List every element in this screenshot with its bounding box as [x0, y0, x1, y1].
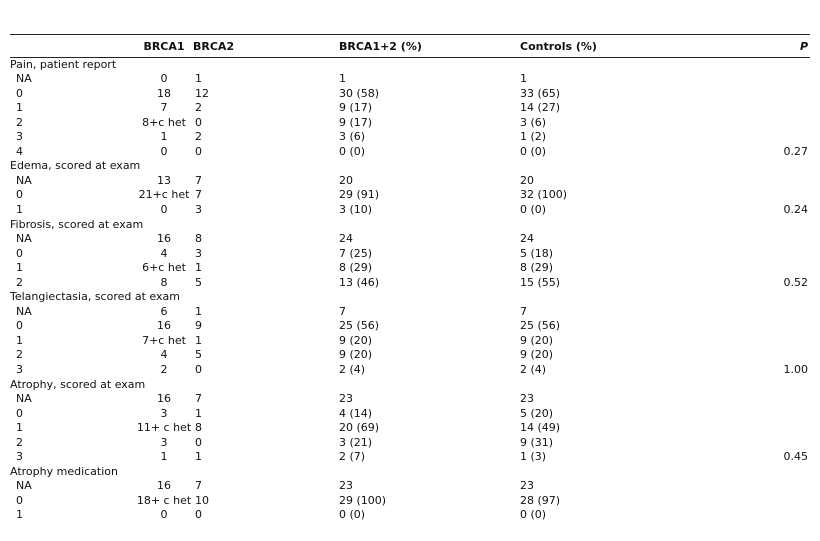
row-label: Edema, scored at exam — [10, 159, 141, 173]
cell-brca1 — [135, 58, 193, 73]
table-row — [10, 116, 810, 131]
section-row — [10, 218, 810, 233]
cell-controls-percent: 1 (2) — [520, 130, 547, 144]
cell-controls-percent: 33 (65) — [520, 86, 561, 100]
table-row — [10, 334, 810, 349]
cell-brca2: 10 — [195, 493, 209, 507]
table-row — [10, 232, 810, 247]
row-label: NA — [16, 173, 32, 187]
cell-controls-percent: 1 (3) — [520, 450, 547, 464]
row-label: 1 — [16, 421, 23, 435]
cell-brca1-2-percent — [337, 218, 518, 233]
section-row — [10, 159, 810, 174]
cell-controls-percent: 23 — [520, 479, 534, 493]
cell-p-value — [681, 319, 810, 334]
cell-brca1: 1 — [160, 130, 168, 144]
row-label: 0 — [16, 406, 23, 420]
row-label: 2 — [16, 275, 23, 289]
header-controls-percent: Controls (%) — [518, 35, 681, 58]
table-row — [10, 348, 810, 363]
row-label: 0 — [16, 86, 23, 100]
cell-brca1-2-percent: 20 (69) — [339, 421, 380, 435]
cell-brca1-2-percent — [337, 159, 518, 174]
header-brca1-2-percent: BRCA1+2 (%) — [337, 35, 518, 58]
cell-brca2 — [193, 58, 337, 73]
cell-brca1-2-percent: 4 (14) — [339, 406, 373, 420]
cell-brca2: 3 — [195, 202, 202, 216]
cell-controls-percent: 23 — [520, 392, 534, 406]
cell-brca1-2-percent: 1 — [339, 72, 346, 86]
cell-p-value — [681, 116, 810, 131]
cell-p-value: 1.00 — [783, 362, 808, 376]
cell-controls-percent: 25 (56) — [520, 319, 561, 333]
cell-p-value — [681, 436, 810, 451]
cell-brca1-2-percent: 13 (46) — [339, 275, 380, 289]
cell-brca1: 18+ c het — [136, 493, 192, 507]
cell-brca1 — [135, 218, 193, 233]
table-body — [10, 58, 810, 524]
cell-controls-percent: 14 (27) — [520, 101, 561, 115]
table-row — [10, 407, 810, 422]
cell-brca1: 6 — [160, 304, 168, 318]
row-label: Atrophy medication — [10, 464, 118, 478]
cell-brca1-2-percent: 3 (6) — [339, 130, 366, 144]
row-label: 0 — [16, 246, 23, 260]
cell-p-value — [681, 465, 810, 480]
cell-brca1-2-percent — [337, 58, 518, 73]
row-label: 0 — [16, 319, 23, 333]
section-row — [10, 465, 810, 480]
table-row — [10, 247, 810, 262]
cell-controls-percent — [518, 465, 681, 480]
cell-p-value — [681, 58, 810, 73]
table-row — [10, 421, 810, 436]
cell-p-value — [681, 334, 810, 349]
row-label: NA — [16, 72, 32, 86]
cell-brca1: 11+ c het — [136, 421, 192, 435]
row-label: NA — [16, 304, 32, 318]
cell-p-value — [681, 261, 810, 276]
cell-brca2: 0 — [195, 362, 202, 376]
row-label: Pain, patient report — [10, 58, 117, 71]
table-row — [10, 494, 810, 509]
cell-brca1-2-percent — [337, 465, 518, 480]
cell-p-value — [681, 188, 810, 203]
cell-brca1 — [135, 465, 193, 480]
cell-brca1: 6+c het — [142, 261, 186, 275]
cell-brca2: 1 — [195, 304, 202, 318]
cell-brca2 — [193, 290, 337, 305]
table-row — [10, 276, 810, 291]
cell-brca1: 4 — [160, 348, 168, 362]
table-row — [10, 101, 810, 116]
cell-controls-percent: 8 (29) — [520, 261, 554, 275]
cell-brca2: 1 — [195, 333, 202, 347]
cell-brca1-2-percent — [337, 290, 518, 305]
cell-p-value — [681, 247, 810, 262]
cell-brca1-2-percent: 7 (25) — [339, 246, 373, 260]
table-row — [10, 203, 810, 218]
cell-brca1-2-percent: 0 (0) — [339, 144, 366, 158]
cell-controls-percent: 2 (4) — [520, 362, 547, 376]
cell-p-value: 0.45 — [783, 450, 808, 464]
cell-brca1-2-percent — [337, 378, 518, 393]
cell-brca2: 5 — [195, 348, 202, 362]
cell-brca1-2-percent: 24 — [339, 232, 353, 246]
cell-brca2: 8 — [195, 421, 202, 435]
row-label: 0 — [16, 188, 23, 202]
header-brca1: BRCA1 — [135, 35, 193, 58]
cell-controls-percent: 15 (55) — [520, 275, 561, 289]
cell-brca2: 1 — [195, 261, 202, 275]
cell-brca1: 0 — [160, 144, 168, 158]
cell-p-value — [681, 101, 810, 116]
row-label: 1 — [16, 333, 23, 347]
row-label: 2 — [16, 348, 23, 362]
table-row — [10, 392, 810, 407]
cell-brca1-2-percent: 8 (29) — [339, 261, 373, 275]
cell-controls-percent: 1 — [520, 72, 527, 86]
section-row — [10, 290, 810, 305]
cell-p-value — [681, 479, 810, 494]
row-label: 1 — [16, 101, 23, 115]
row-label: 0 — [16, 493, 23, 507]
header-p-value: P — [681, 35, 810, 58]
cell-brca1: 18 — [157, 86, 171, 100]
table-header — [10, 35, 810, 58]
cell-p-value — [681, 421, 810, 436]
cell-p-value — [681, 232, 810, 247]
cell-brca2: 1 — [195, 450, 202, 464]
section-row — [10, 58, 810, 73]
row-label: Fibrosis, scored at exam — [10, 217, 144, 231]
cell-controls-percent: 0 (0) — [520, 144, 547, 158]
cell-brca1: 0 — [160, 508, 168, 522]
row-label: 2 — [16, 115, 23, 129]
cell-brca1: 0 — [160, 72, 168, 86]
cell-brca2: 1 — [195, 406, 202, 420]
cell-controls-percent: 24 — [520, 232, 534, 246]
cell-brca1: 7 — [160, 101, 168, 115]
row-label: 1 — [16, 261, 23, 275]
cell-brca1-2-percent: 0 (0) — [339, 508, 366, 522]
row-label: NA — [16, 232, 32, 246]
cell-brca2: 12 — [195, 86, 209, 100]
cell-brca1-2-percent: 23 — [339, 392, 353, 406]
cell-brca1: 4 — [160, 246, 168, 260]
row-label: NA — [16, 392, 32, 406]
cell-brca1: 16 — [157, 232, 171, 246]
cell-p-value — [681, 305, 810, 320]
cell-brca2: 1 — [195, 72, 202, 86]
table-row — [10, 145, 810, 160]
table-row — [10, 188, 810, 203]
row-label: Atrophy, scored at exam — [10, 377, 146, 391]
cell-brca1: 21+c het — [138, 188, 190, 202]
cell-controls-percent — [518, 290, 681, 305]
row-label: 3 — [16, 130, 23, 144]
header-row — [10, 35, 810, 58]
table-row — [10, 436, 810, 451]
cell-brca1-2-percent: 3 (21) — [339, 435, 373, 449]
cell-controls-percent — [518, 218, 681, 233]
row-label: NA — [16, 479, 32, 493]
cell-brca2: 7 — [195, 392, 202, 406]
table-row — [10, 319, 810, 334]
cell-brca1: 13 — [157, 173, 171, 187]
cell-brca2: 7 — [195, 479, 202, 493]
cell-controls-percent — [518, 159, 681, 174]
cell-controls-percent — [518, 378, 681, 393]
cell-controls-percent: 14 (49) — [520, 421, 561, 435]
cell-brca2: 2 — [195, 101, 202, 115]
cell-p-value: 0.52 — [783, 275, 808, 289]
cell-controls-percent: 9 (20) — [520, 333, 554, 347]
cell-brca1: 8 — [160, 275, 168, 289]
table-row — [10, 305, 810, 320]
table-row — [10, 450, 810, 465]
cell-brca2 — [193, 465, 337, 480]
cell-brca2: 0 — [195, 144, 202, 158]
header-brca2: BRCA2 — [193, 35, 337, 58]
cell-brca1-2-percent: 7 — [339, 304, 346, 318]
cell-brca1-2-percent: 25 (56) — [339, 319, 380, 333]
cell-controls-percent: 7 — [520, 304, 527, 318]
cell-p-value — [681, 218, 810, 233]
cell-brca1: 1 — [160, 450, 168, 464]
cell-brca1: 0 — [160, 202, 168, 216]
cell-p-value: 0.27 — [783, 144, 808, 158]
cell-p-value — [681, 72, 810, 87]
cell-controls-percent: 3 (6) — [520, 115, 547, 129]
cell-brca1: 2 — [160, 362, 168, 376]
row-label: 1 — [16, 202, 23, 216]
cell-p-value — [681, 130, 810, 145]
cell-controls-percent: 20 — [520, 173, 534, 187]
cell-brca2: 0 — [195, 508, 202, 522]
cell-p-value: 0.24 — [783, 202, 808, 216]
cell-p-value — [681, 174, 810, 189]
cell-controls-percent: 9 (20) — [520, 348, 554, 362]
cell-brca1: 3 — [160, 406, 168, 420]
cell-brca2: 7 — [195, 173, 202, 187]
cell-brca2: 0 — [195, 435, 202, 449]
cell-brca1-2-percent: 9 (17) — [339, 101, 373, 115]
cell-brca2: 5 — [195, 275, 202, 289]
row-label: 2 — [16, 435, 23, 449]
cell-p-value — [681, 494, 810, 509]
cell-brca2: 9 — [195, 319, 202, 333]
cell-p-value — [681, 378, 810, 393]
cell-brca2: 2 — [195, 130, 202, 144]
cell-controls-percent: 9 (31) — [520, 435, 554, 449]
cell-brca2: 3 — [195, 246, 202, 260]
cell-p-value — [681, 159, 810, 174]
results-table — [10, 34, 810, 523]
table-row — [10, 363, 810, 378]
cell-brca1-2-percent: 9 (20) — [339, 348, 373, 362]
cell-controls-percent: 5 (20) — [520, 406, 554, 420]
cell-p-value — [681, 348, 810, 363]
cell-brca1-2-percent: 23 — [339, 479, 353, 493]
cell-brca2 — [193, 218, 337, 233]
table-row — [10, 130, 810, 145]
cell-brca1-2-percent: 29 (91) — [339, 188, 380, 202]
cell-brca1: 16 — [157, 319, 171, 333]
cell-brca1-2-percent: 20 — [339, 173, 353, 187]
cell-brca1: 3 — [160, 435, 168, 449]
cell-brca2 — [193, 378, 337, 393]
row-label: 4 — [16, 144, 23, 158]
cell-brca2: 8 — [195, 232, 202, 246]
header-label — [10, 35, 135, 58]
table-row — [10, 479, 810, 494]
table-row — [10, 508, 810, 523]
cell-brca1: 16 — [157, 392, 171, 406]
row-label: 3 — [16, 362, 23, 376]
table-row — [10, 174, 810, 189]
cell-brca1-2-percent: 3 (10) — [339, 202, 373, 216]
row-label: 1 — [16, 508, 23, 522]
section-row — [10, 378, 810, 393]
cell-controls-percent: 0 (0) — [520, 508, 547, 522]
cell-brca1-2-percent: 29 (100) — [339, 493, 387, 507]
cell-brca1-2-percent: 9 (17) — [339, 115, 373, 129]
cell-p-value — [681, 290, 810, 305]
row-label: 3 — [16, 450, 23, 464]
cell-brca2: 0 — [195, 115, 202, 129]
cell-controls-percent: 5 (18) — [520, 246, 554, 260]
table-row — [10, 261, 810, 276]
row-label: Telangiectasia, scored at exam — [10, 290, 180, 304]
cell-brca1-2-percent: 2 (7) — [339, 450, 366, 464]
cell-p-value — [681, 87, 810, 102]
cell-p-value — [681, 508, 810, 523]
cell-brca2 — [193, 159, 337, 174]
cell-controls-percent: 28 (97) — [520, 493, 561, 507]
cell-brca1 — [135, 159, 193, 174]
cell-p-value — [681, 392, 810, 407]
cell-brca1: 8+c het — [142, 115, 186, 129]
table-row — [10, 87, 810, 102]
cell-controls-percent: 0 (0) — [520, 202, 547, 216]
cell-brca1: 7+c het — [142, 333, 186, 347]
cell-p-value — [681, 407, 810, 422]
cell-brca2: 7 — [195, 188, 202, 202]
cell-brca1-2-percent: 9 (20) — [339, 333, 373, 347]
cell-brca1: 16 — [157, 479, 171, 493]
cell-controls-percent: 32 (100) — [520, 188, 568, 202]
table-row — [10, 72, 810, 87]
cell-brca1-2-percent: 30 (58) — [339, 86, 380, 100]
cell-controls-percent — [518, 58, 681, 73]
cell-brca1-2-percent: 2 (4) — [339, 362, 366, 376]
